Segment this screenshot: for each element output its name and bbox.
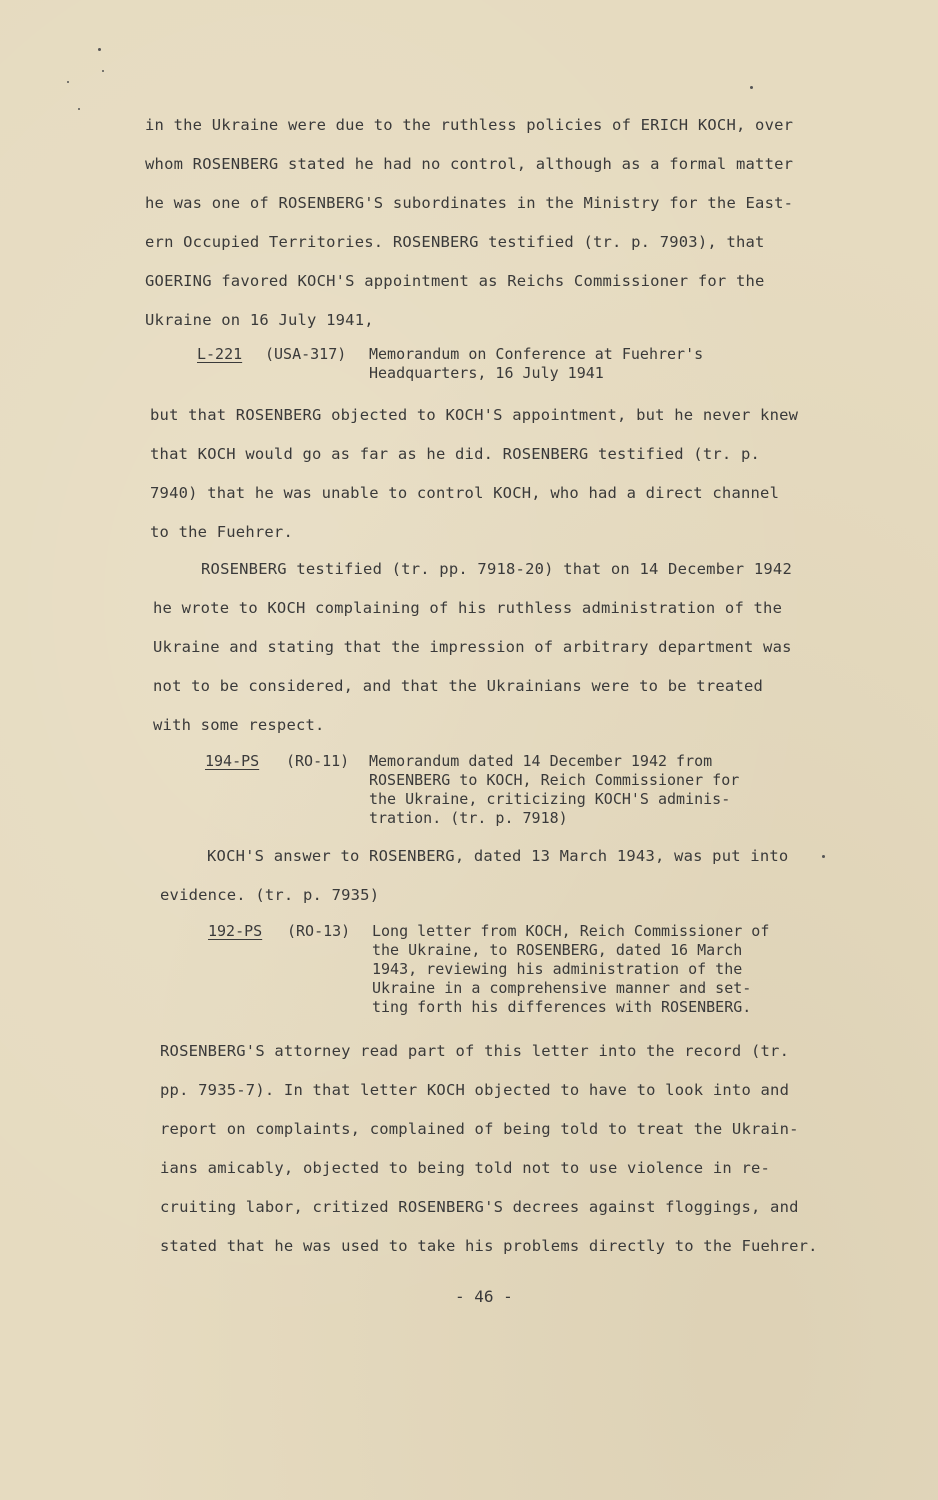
paper-speck: [78, 108, 80, 110]
text-line: Ukraine on 16 July 1941,: [145, 311, 374, 329]
text-line: that KOCH would go as far as he did. ROSENBERG testified (tr. p.: [150, 445, 761, 463]
exhibit-description-line: the Ukraine, to ROSENBERG, dated 16 March: [372, 941, 743, 959]
paper-speck: [98, 48, 101, 51]
exhibit-id: L-221: [197, 345, 243, 363]
exhibit-ref: (USA-317): [265, 345, 347, 363]
exhibit-description-line: Long letter from KOCH, Reich Commissioner of: [372, 922, 770, 940]
exhibit-id: 192-PS: [208, 922, 263, 940]
paper-speck: [822, 855, 825, 858]
text-line: to the Fuehrer.: [150, 523, 293, 541]
paper-speck: [67, 81, 69, 83]
text-line: cruiting labor, critized ROSENBERG'S decrees against floggings, and: [160, 1198, 799, 1216]
text-line: ern Occupied Territories. ROSENBERG testified (tr. p. 7903), that: [145, 233, 765, 251]
text-line: Ukraine and stating that the impression of arbitrary department was: [153, 638, 792, 656]
text-line: ians amicably, objected to being told not to use violence in re-: [160, 1159, 771, 1177]
exhibit-192-ps: [208, 922, 828, 1022]
exhibit-description-line: Memorandum dated 14 December 1942 from: [369, 752, 713, 770]
text-line: but that ROSENBERG objected to KOCH'S appointment, but he never knew: [150, 406, 799, 424]
text-line: evidence. (tr. p. 7935): [160, 886, 380, 904]
exhibit-id: 194-PS: [205, 752, 260, 770]
text-line: 7940) that he was unable to control KOCH, who had a direct channel: [150, 484, 780, 502]
text-line: KOCH'S answer to ROSENBERG, dated 13 March 1943, was put into: [207, 847, 789, 865]
exhibit-description-line: Ukraine in a comprehensive manner and set-: [372, 979, 752, 997]
text-line: pp. 7935-7). In that letter KOCH objected to have to look into and: [160, 1081, 790, 1099]
text-line: stated that he was used to take his problems directly to the Fuehrer.: [160, 1237, 818, 1255]
exhibit-description-line: Memorandum on Conference at Fuehrer's: [369, 345, 704, 363]
exhibit-l-221: [197, 345, 797, 385]
exhibit-description-line: ting forth his differences with ROSENBERG.: [372, 998, 752, 1016]
exhibit-description: [372, 922, 769, 1017]
text-line: not to be considered, and that the Ukrainians were to be treated: [153, 677, 764, 695]
exhibit-description-line: 1943, reviewing his administration of the: [372, 960, 743, 978]
text-line: whom ROSENBERG stated he had no control, although as a formal matter: [145, 155, 794, 173]
exhibit-description-line: tration. (tr. p. 7918): [369, 809, 568, 827]
exhibit-description-line: Headquarters, 16 July 1941: [369, 364, 604, 382]
text-line: he was one of ROSENBERG'S subordinates in the Ministry for the East-: [145, 194, 794, 212]
text-line: ROSENBERG testified (tr. pp. 7918-20) that on 14 December 1942: [201, 560, 792, 578]
text-line: he wrote to KOCH complaining of his ruthless administration of the: [153, 599, 783, 617]
exhibit-ref: (RO-13): [287, 922, 351, 940]
text-line: in the Ukraine were due to the ruthless policies of ERICH KOCH, over: [145, 116, 794, 134]
paper-speck: [750, 86, 753, 89]
exhibit-description: [369, 752, 739, 828]
paper-speck: [102, 70, 104, 72]
text-line: with some respect.: [153, 716, 325, 734]
text-line: report on complaints, complained of being told to treat the Ukrain-: [160, 1120, 799, 1138]
text-line: GOERING favored KOCH'S appointment as Reichs Commissioner for the: [145, 272, 765, 290]
exhibit-description: [369, 345, 703, 383]
text-line: ROSENBERG'S attorney read part of this letter into the record (tr.: [160, 1042, 790, 1060]
exhibit-194-ps: [205, 752, 805, 832]
exhibit-description-line: ROSENBERG to KOCH, Reich Commissioner for: [369, 771, 740, 789]
exhibit-description-line: the Ukraine, criticizing KOCH'S adminis-: [369, 790, 731, 808]
exhibit-ref: (RO-11): [286, 752, 350, 770]
page-number: - 46 -: [455, 1287, 513, 1306]
